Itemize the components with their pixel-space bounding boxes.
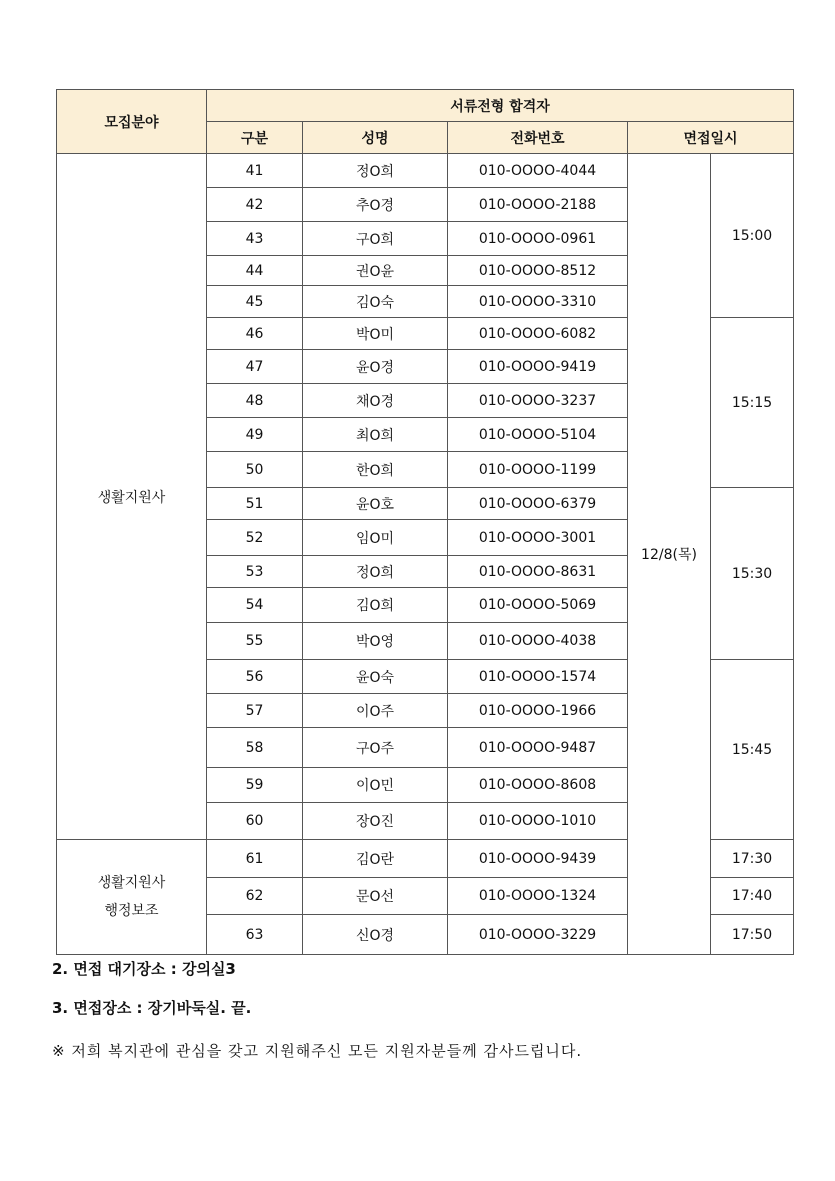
row-no: 56 [207,660,303,694]
row-phone: 010-OOOO-3310 [448,286,628,318]
row-name: 추O경 [303,188,448,222]
row-name: 최O희 [303,418,448,452]
interview-time: 17:30 [711,840,794,878]
interview-time: 15:45 [711,660,794,840]
row-name: 이O민 [303,768,448,803]
row-phone: 010-OOOO-9487 [448,728,628,768]
row-no: 58 [207,728,303,768]
row-name: 김O숙 [303,286,448,318]
row-name: 김O란 [303,840,448,878]
category-cell: 생활지원사 [57,154,207,840]
row-phone: 010-OOOO-3001 [448,520,628,556]
row-no: 57 [207,694,303,728]
row-name: 윤O경 [303,350,448,384]
row-name: 윤O호 [303,488,448,520]
row-phone: 010-OOOO-5069 [448,588,628,623]
row-name: 임O미 [303,520,448,556]
row-name: 신O경 [303,915,448,955]
row-phone: 010-OOOO-2188 [448,188,628,222]
row-name: 박O미 [303,318,448,350]
row-no: 61 [207,840,303,878]
header-interview: 면접일시 [628,122,794,154]
row-name: 정O희 [303,556,448,588]
row-no: 53 [207,556,303,588]
row-name: 박O영 [303,623,448,660]
row-phone: 010-OOOO-1010 [448,803,628,840]
thanks-note: ※ 저희 복지관에 관심을 갖고 지원해주신 모든 지원자분들께 감사드립니다. [52,1042,583,1060]
row-name: 채O경 [303,384,448,418]
interview-time: 15:00 [711,154,794,318]
row-phone: 010-OOOO-0961 [448,222,628,256]
row-no: 49 [207,418,303,452]
row-phone: 010-OOOO-9419 [448,350,628,384]
header-group: 서류전형 합격자 [207,90,794,122]
row-phone: 010-OOOO-1324 [448,878,628,915]
interview-time: 15:30 [711,488,794,660]
row-no: 50 [207,452,303,488]
row-name: 구O희 [303,222,448,256]
row-phone: 010-OOOO-8512 [448,256,628,286]
row-name: 구O주 [303,728,448,768]
row-no: 59 [207,768,303,803]
row-no: 44 [207,256,303,286]
row-no: 41 [207,154,303,188]
row-phone: 010-OOOO-8631 [448,556,628,588]
header-phone: 전화번호 [448,122,628,154]
row-name: 이O주 [303,694,448,728]
category-label-line1: 생활지원사 [97,875,166,891]
row-name: 김O희 [303,588,448,623]
row-name: 문O선 [303,878,448,915]
row-phone: 010-OOOO-9439 [448,840,628,878]
row-phone: 010-OOOO-4038 [448,623,628,660]
header-name: 성명 [303,122,448,154]
header-no: 구분 [207,122,303,154]
row-no: 55 [207,623,303,660]
row-name: 윤O숙 [303,660,448,694]
row-no: 48 [207,384,303,418]
category-cell [57,840,207,955]
interview-time: 17:40 [711,878,794,915]
row-name: 한O희 [303,452,448,488]
interview-place-note: 3. 면접장소 : 장기바둑실. 끝. [52,999,252,1017]
header-category: 모집분야 [57,90,207,154]
row-no: 45 [207,286,303,318]
row-phone: 010-OOOO-5104 [448,418,628,452]
row-phone: 010-OOOO-1966 [448,694,628,728]
row-phone: 010-OOOO-6082 [448,318,628,350]
applicant-table [56,89,794,955]
row-no: 47 [207,350,303,384]
category-label-line2: 행정보조 [104,903,159,919]
row-phone: 010-OOOO-6379 [448,488,628,520]
row-no: 42 [207,188,303,222]
waiting-place-note: 2. 면접 대기장소 : 강의실3 [52,960,236,978]
row-phone: 010-OOOO-1574 [448,660,628,694]
row-phone: 010-OOOO-1199 [448,452,628,488]
table-row [57,154,794,188]
row-no: 54 [207,588,303,623]
row-no: 51 [207,488,303,520]
row-phone: 010-OOOO-3237 [448,384,628,418]
row-phone: 010-OOOO-4044 [448,154,628,188]
row-phone: 010-OOOO-3229 [448,915,628,955]
interview-time: 15:15 [711,318,794,488]
row-name: 권O윤 [303,256,448,286]
row-no: 46 [207,318,303,350]
row-no: 52 [207,520,303,556]
interview-date: 12/8(목) [628,154,711,955]
row-no: 43 [207,222,303,256]
row-name: 정O희 [303,154,448,188]
interview-time: 17:50 [711,915,794,955]
row-no: 63 [207,915,303,955]
row-no: 62 [207,878,303,915]
row-no: 60 [207,803,303,840]
row-phone: 010-OOOO-8608 [448,768,628,803]
row-name: 장O진 [303,803,448,840]
